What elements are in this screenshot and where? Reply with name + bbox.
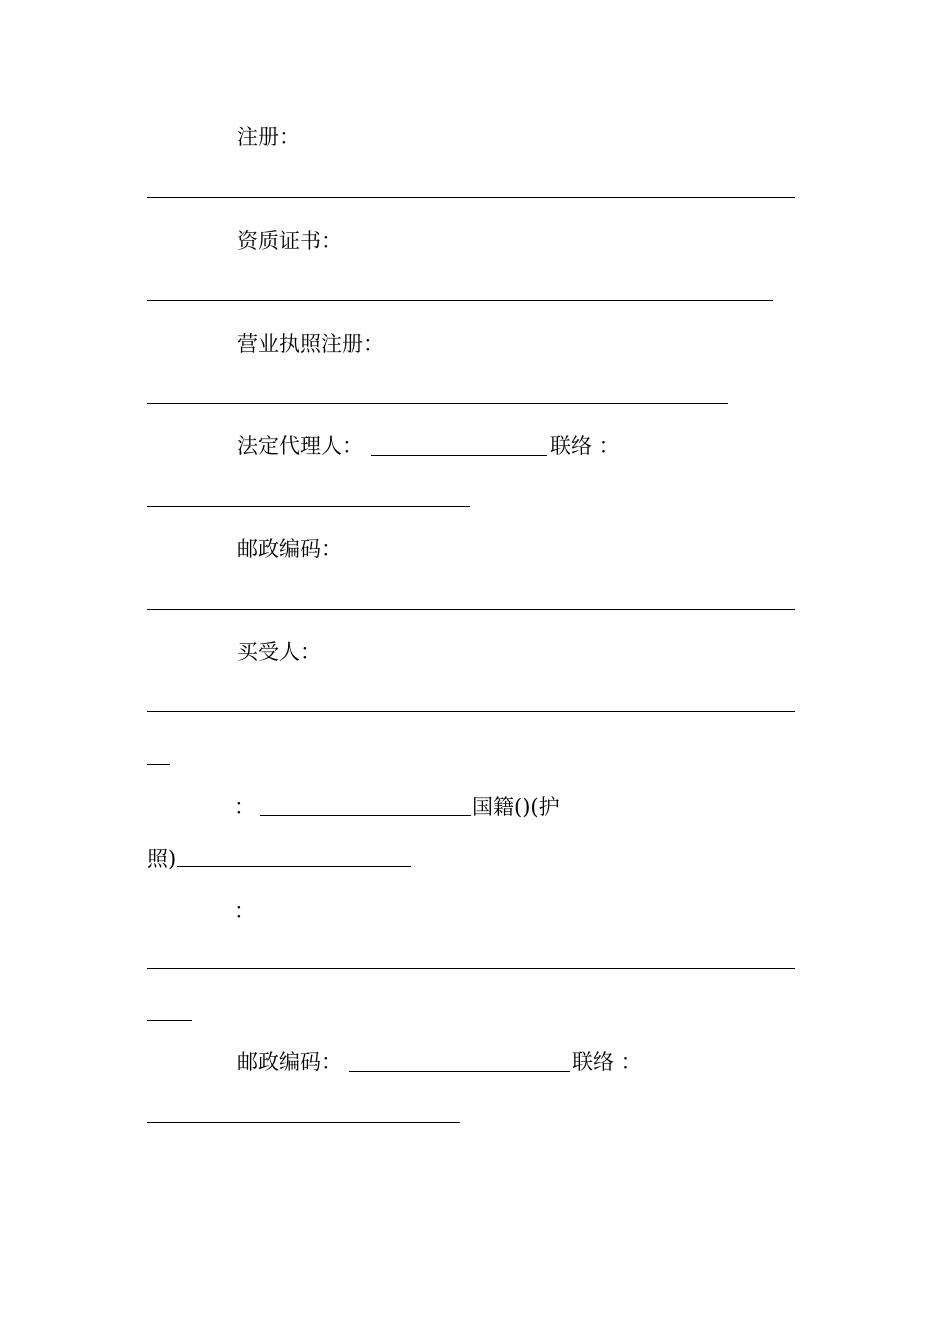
- business-license-blank[interactable]: [147, 403, 728, 404]
- id-blank[interactable]: [260, 815, 471, 816]
- passport-blank[interactable]: [177, 866, 411, 867]
- buyer-label: 买受人：: [237, 640, 321, 664]
- legal-agent-label: 法定代理人：: [237, 434, 363, 458]
- qualification-label: 资质证书：: [237, 229, 342, 253]
- registration-blank[interactable]: [147, 197, 795, 198]
- postal-code-label-2: 邮政编码：: [237, 1050, 342, 1074]
- address-blank[interactable]: [147, 968, 795, 969]
- registration-label: 注册：: [237, 125, 300, 149]
- postal-code-label-1: 邮政编码：: [237, 537, 342, 561]
- business-license-label: 营业执照注册：: [237, 332, 384, 356]
- contact-blank-1[interactable]: [147, 506, 470, 507]
- address-blank-continued[interactable]: [147, 1020, 192, 1021]
- postal-code-blank-1[interactable]: [147, 609, 795, 610]
- qualification-blank[interactable]: [147, 300, 773, 301]
- contact-blank-2[interactable]: [147, 1122, 460, 1123]
- contact-label-2: 联络 ：: [572, 1050, 642, 1074]
- colon-label-1: ：: [234, 795, 255, 819]
- colon-label-2: ：: [234, 899, 255, 923]
- buyer-blank[interactable]: [147, 711, 795, 712]
- nationality-label: 国籍()(护: [472, 795, 560, 819]
- passport-label: 照): [147, 847, 177, 871]
- postal-code-blank-2[interactable]: [349, 1071, 570, 1072]
- legal-agent-blank[interactable]: [371, 455, 547, 456]
- contact-label-1: 联络 ：: [550, 434, 620, 458]
- buyer-blank-continued[interactable]: [147, 764, 170, 765]
